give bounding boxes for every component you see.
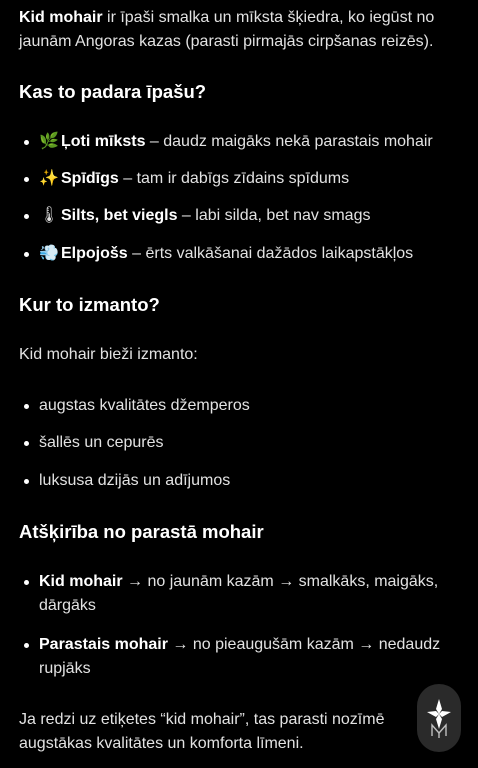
- difference-text: → no jaunām kazām → smalkāks, maigāks, dārgāks: [39, 573, 439, 614]
- assistant-logo-icon: [417, 684, 461, 752]
- bullet-icon: [24, 140, 29, 145]
- difference-label: Parastais mohair: [39, 636, 168, 653]
- closing-paragraph: Ja redzi uz etiķetes “kid mohair”, tas parasti nozīmē augstākas kvalitātes un komforta līmeni.: [19, 711, 385, 752]
- feature-text: – daudz maigāks nekā parastais mohair: [145, 133, 433, 150]
- list-item: [19, 469, 459, 493]
- list-item: [19, 204, 459, 228]
- list-item: [19, 431, 459, 455]
- bullet-icon: [24, 643, 29, 648]
- bullet-icon: [24, 479, 29, 484]
- bullet-icon: [24, 177, 29, 182]
- usage-lead: Kid mohair bieži izmanto:: [19, 346, 198, 363]
- usage-text: šallēs un cepurēs: [39, 434, 164, 451]
- wind-icon: 💨: [39, 245, 59, 262]
- section-heading-special: Kas to padara īpašu?: [19, 81, 207, 102]
- list-item: [19, 242, 459, 266]
- bullet-icon: [24, 404, 29, 409]
- list-item: [19, 394, 459, 418]
- list-item: [19, 167, 459, 191]
- section-heading-usage: Kur to izmanto?: [19, 294, 160, 315]
- usage-text: augstas kvalitātes džemperos: [39, 397, 250, 414]
- intro-text: ir īpaši smalka un mīksta šķiedra, ko iegūst no jaunām Angoras kazas (parasti pirmajās cirpšanas reizēs).: [19, 9, 435, 50]
- leaf-icon: 🌿: [39, 133, 59, 150]
- usage-text: luksusa dzijās un adījumos: [39, 472, 231, 489]
- thermometer-icon: 🌡: [39, 207, 60, 224]
- feature-label: Ļoti mīksts: [61, 133, 146, 150]
- sparkles-icon: ✨: [39, 170, 59, 187]
- feature-label: Silts, bet viegls: [61, 207, 178, 224]
- feature-label: Spīdīgs: [61, 170, 119, 187]
- bullet-icon: [24, 214, 29, 219]
- assistant-button[interactable]: [417, 684, 461, 752]
- feature-label: Elpojošs: [61, 245, 128, 262]
- feature-text: – ērts valkāšanai dažādos laikapstākļos: [127, 245, 414, 262]
- bullet-icon: [24, 252, 29, 257]
- feature-text: – labi silda, bet nav smags: [177, 207, 371, 224]
- intro-paragraph: [19, 6, 459, 54]
- list-item: [19, 130, 459, 154]
- list-item: [19, 570, 459, 618]
- difference-text: → no pieaugušām kazām → nedaudz rupjāks: [39, 636, 441, 677]
- bullet-icon: [24, 441, 29, 446]
- feature-text: – tam ir dabīgs zīdains spīdums: [118, 170, 350, 187]
- difference-label: Kid mohair: [39, 573, 123, 590]
- intro-bold: Kid mohair: [19, 9, 103, 26]
- list-item: [19, 633, 459, 681]
- section-heading-difference: Atšķirība no parastā mohair: [19, 521, 264, 542]
- bullet-icon: [24, 580, 29, 585]
